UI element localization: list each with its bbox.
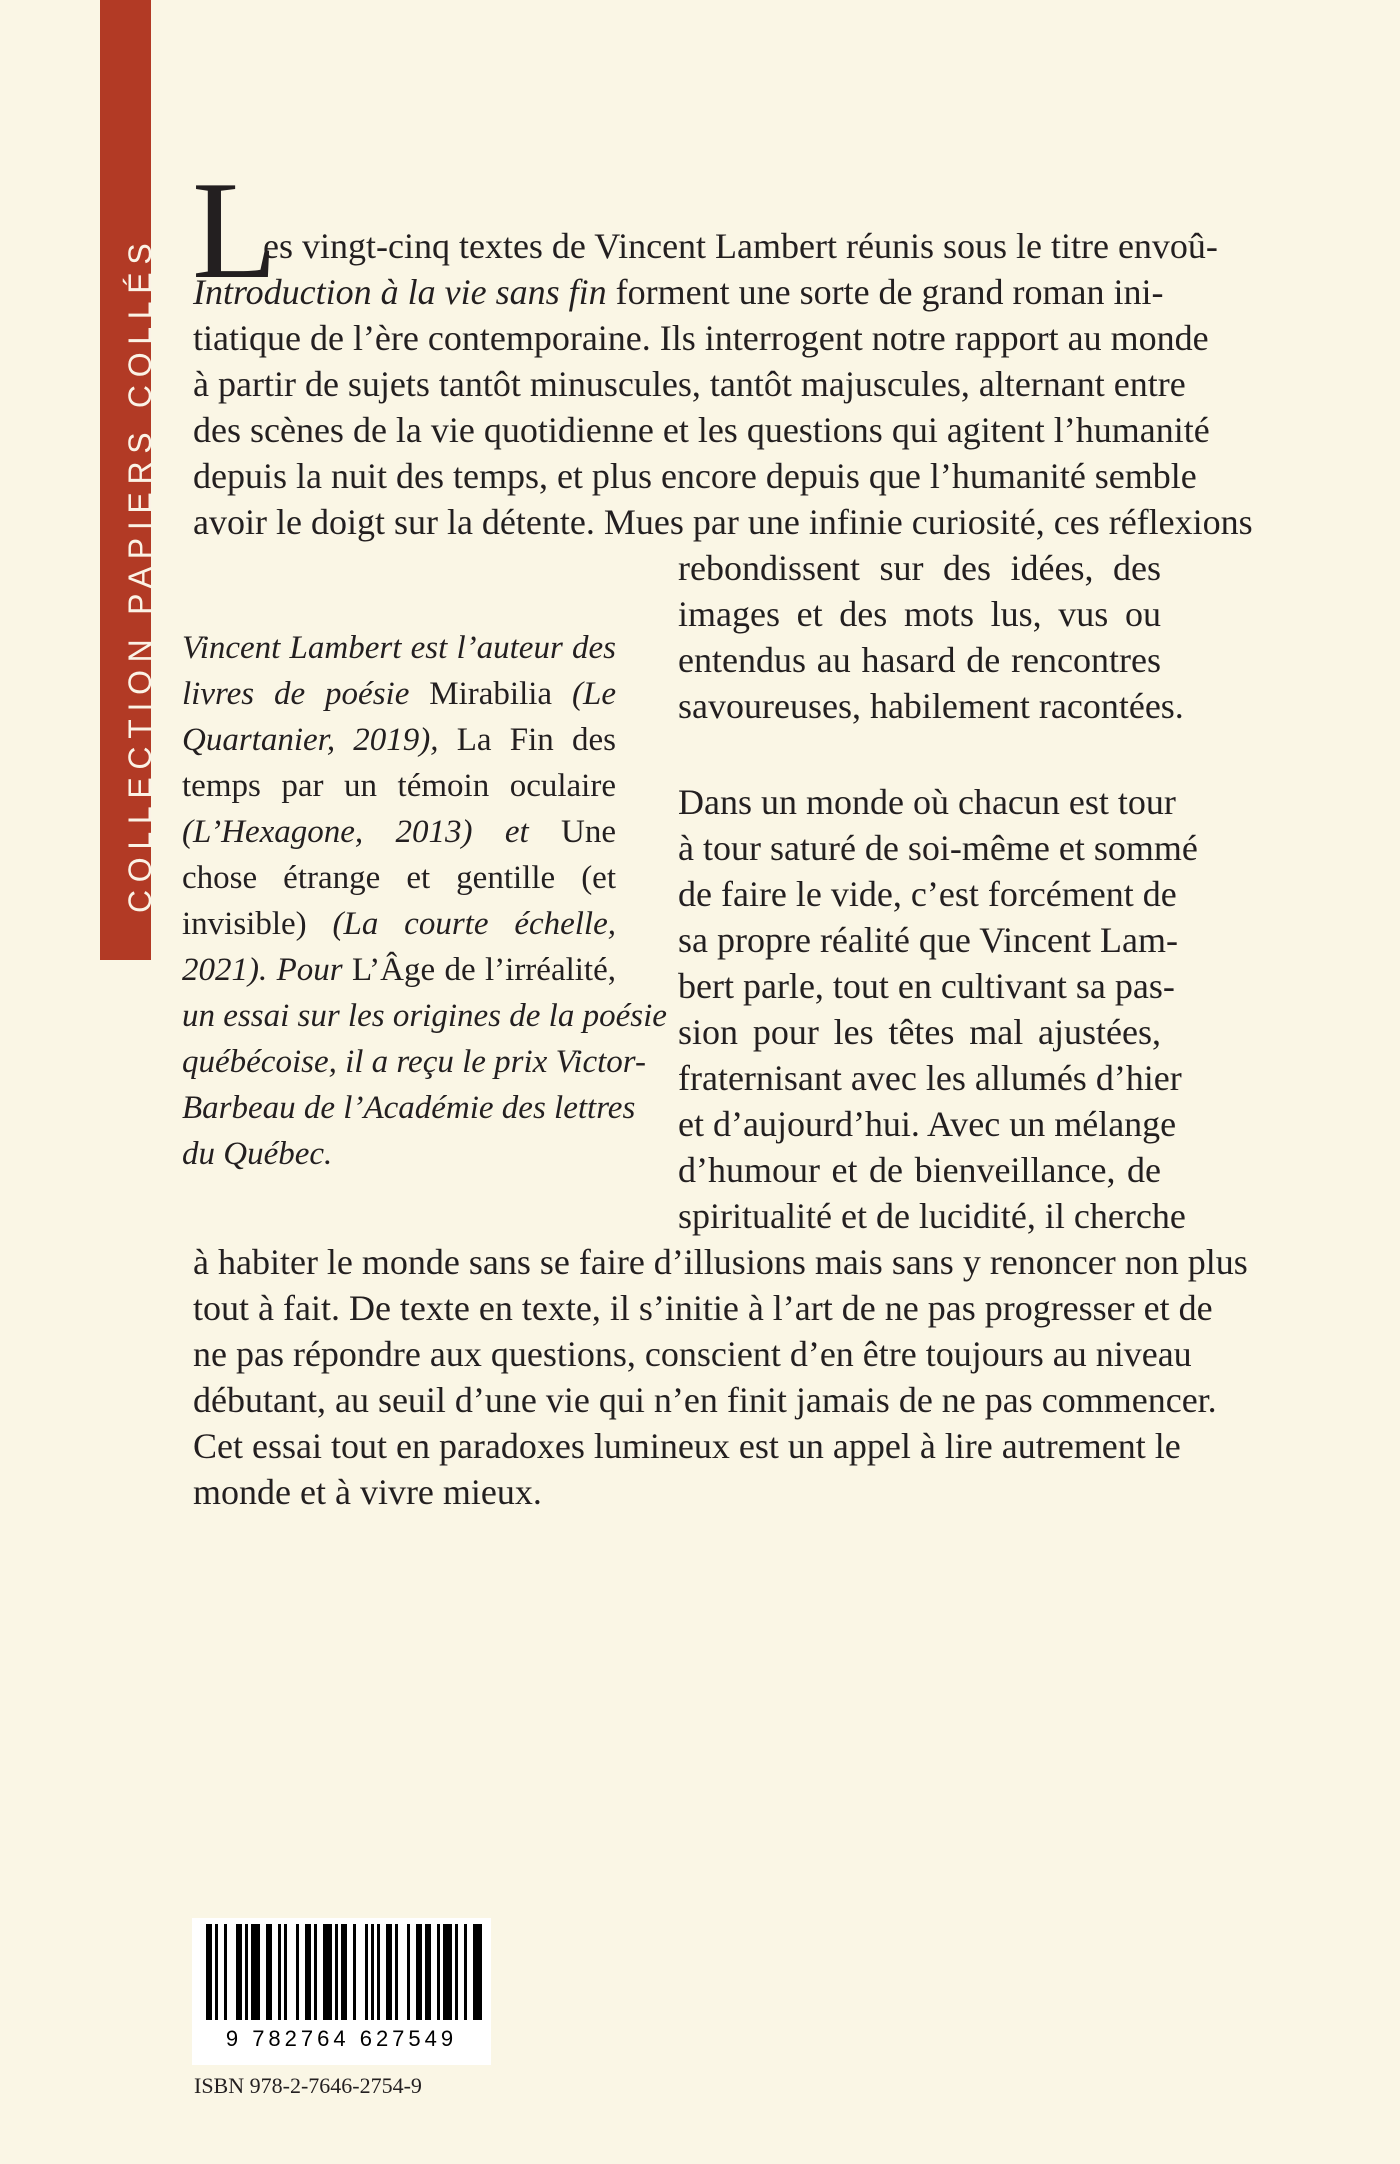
barcode-bar xyxy=(353,1924,356,2020)
intro-line-5: des scènes de la vie quotidienne et les questions qui agitent l’humanité xyxy=(193,410,1210,450)
body-line-9: d’humour et de bienveillance, de xyxy=(678,1150,1161,1190)
barcode-bar xyxy=(464,1924,467,2020)
barcode-bar xyxy=(335,1924,338,2020)
intro-line-2-rest: forment une sorte de grand roman ini- xyxy=(606,272,1164,312)
barcode-bar xyxy=(323,1924,332,2020)
bio-text: (L’Hexagone, 2013) et xyxy=(182,814,529,850)
barcode-bar xyxy=(365,1924,368,2020)
bio-text: 2021). Pour xyxy=(182,952,343,988)
bio-line-4: temps par un témoin oculaire xyxy=(182,768,616,804)
bio-title-chose-etrange: Une xyxy=(528,814,616,850)
barcode-bar xyxy=(386,1924,392,2020)
bio-line-12: du Québec. xyxy=(182,1136,333,1172)
barcode-bar xyxy=(251,1924,260,2020)
bio-line-10: québécoise, il a reçu le prix Victor- xyxy=(182,1044,646,1080)
body-line-8: et d’aujourd’hui. Avec un mélange xyxy=(678,1104,1177,1144)
barcode-bar xyxy=(395,1924,398,2020)
body-line-13: ne pas répondre aux questions, conscient d’en être toujours au niveau xyxy=(193,1334,1192,1374)
barcode-bar xyxy=(341,1924,347,2020)
intro-line-11: savoureuses, habilement racontées. xyxy=(678,686,1184,726)
barcode-bar xyxy=(437,1924,440,2020)
collection-title: COLLECTION PAPIERS COLLÉS xyxy=(122,235,158,913)
intro-line-4: à partir de sujets tantôt minuscules, tantôt majuscules, alternant entre xyxy=(193,364,1186,404)
bio-line-5 xyxy=(182,808,616,856)
isbn: ISBN 978-2-7646-2754-9 xyxy=(194,2073,422,2098)
barcode-bar xyxy=(224,1924,227,2020)
intro-line-3: tiatique de l’ère contemporaine. Ils interrogent notre rapport au monde xyxy=(193,318,1209,358)
body-line-7: fraternisant avec les allumés d’hier xyxy=(678,1058,1182,1098)
intro-line-1: es vingt-cinq textes de Vincent Lambert réunis sous le titre envoû- xyxy=(263,226,1218,266)
barcode-bar xyxy=(455,1924,458,2020)
barcode-bar xyxy=(377,1924,380,2020)
intro-line-2 xyxy=(193,268,1164,316)
body-line-5: bert parle, tout en cultivant sa pas- xyxy=(678,966,1175,1006)
bio-text: invisible) xyxy=(182,906,307,942)
body-line-1: Dans un monde où chacun est tour xyxy=(678,782,1176,822)
intro-line-7: avoir le doigt sur la détente. Mues par une infinie curiosité, ces réflexions xyxy=(193,502,1253,542)
bio-title-fin-des-temps: La Fin des xyxy=(438,722,616,758)
bio-text: livres de poésie xyxy=(182,676,430,712)
bio-line-7 xyxy=(182,900,616,948)
bio-line-9: un essai sur les origines de la poésie xyxy=(182,998,667,1034)
barcode-bar xyxy=(314,1924,317,2020)
bio-line-1: Vincent Lambert est l’auteur des xyxy=(182,630,616,666)
barcode-bar xyxy=(473,1924,482,2020)
bio-text: (La courte échelle, xyxy=(306,906,616,942)
barcode-bar xyxy=(215,1924,218,2020)
barcode-bar xyxy=(296,1924,299,2020)
body-line-3: de faire le vide, c’est forcément de xyxy=(678,874,1177,914)
intro-line-8: rebondissent sur des idées, des xyxy=(678,548,1161,588)
bio-title-mirabilia: Mirabilia xyxy=(429,676,553,712)
barcode-bars xyxy=(192,1918,491,2026)
book-title: Introduction à la vie sans fin xyxy=(193,272,607,312)
barcode xyxy=(192,1918,491,2065)
body-line-4: sa propre réalité que Vincent Lam- xyxy=(678,920,1178,960)
intro-line-10: entendus au hasard de rencontres xyxy=(678,640,1161,680)
body-line-11: à habiter le monde sans se faire d’illusions mais sans y renoncer non plus xyxy=(193,1242,1248,1282)
barcode-bar xyxy=(407,1924,410,2020)
body-line-2: à tour saturé de soi-même et sommé xyxy=(678,828,1198,868)
barcode-bar xyxy=(236,1924,242,2020)
body-line-16: monde et à vivre mieux. xyxy=(193,1472,542,1512)
barcode-bar xyxy=(371,1924,374,2020)
bio-line-2 xyxy=(182,670,616,718)
barcode-bar xyxy=(416,1924,422,2020)
drop-cap: L xyxy=(192,153,278,308)
body-line-14: débutant, au seuil d’une vie qui n’en finit jamais de ne pas commencer. xyxy=(193,1380,1217,1420)
bio-line-3 xyxy=(182,716,616,764)
barcode-bar xyxy=(425,1924,431,2020)
intro-line-6: depuis la nuit des temps, et plus encore depuis que l’humanité semble xyxy=(193,456,1197,496)
body-line-10: spiritualité et de lucidité, il cherche xyxy=(678,1196,1186,1236)
barcode-digits: 9 782764 627549 xyxy=(225,2026,458,2051)
barcode-bar xyxy=(206,1924,212,2020)
bio-line-6: chose étrange et gentille (et xyxy=(182,860,616,896)
barcode-bar xyxy=(443,1924,452,2020)
body-line-12: tout à fait. De texte en texte, il s’initie à l’art de ne pas progresser et de xyxy=(193,1288,1213,1328)
bio-line-11: Barbeau de l’Académie des lettres xyxy=(182,1090,636,1126)
barcode-bar xyxy=(245,1924,248,2020)
barcode-bar xyxy=(305,1924,311,2020)
body-line-15: Cet essai tout en paradoxes lumineux est un appel à lire autrement le xyxy=(193,1426,1181,1466)
body-line-6: sion pour les têtes mal ajustées, xyxy=(678,1012,1161,1052)
intro-line-9: images et des mots lus, vus ou xyxy=(678,594,1161,634)
bio-text: (Le xyxy=(552,676,616,712)
barcode-bar xyxy=(284,1924,287,2020)
bio-text: Quartanier, 2019), xyxy=(182,722,439,758)
barcode-bar xyxy=(278,1924,281,2020)
bio-line-8 xyxy=(182,946,616,994)
bio-title-age-irrealite: L’Âge de l’irréalité, xyxy=(342,952,616,988)
barcode-bar xyxy=(266,1924,272,2020)
